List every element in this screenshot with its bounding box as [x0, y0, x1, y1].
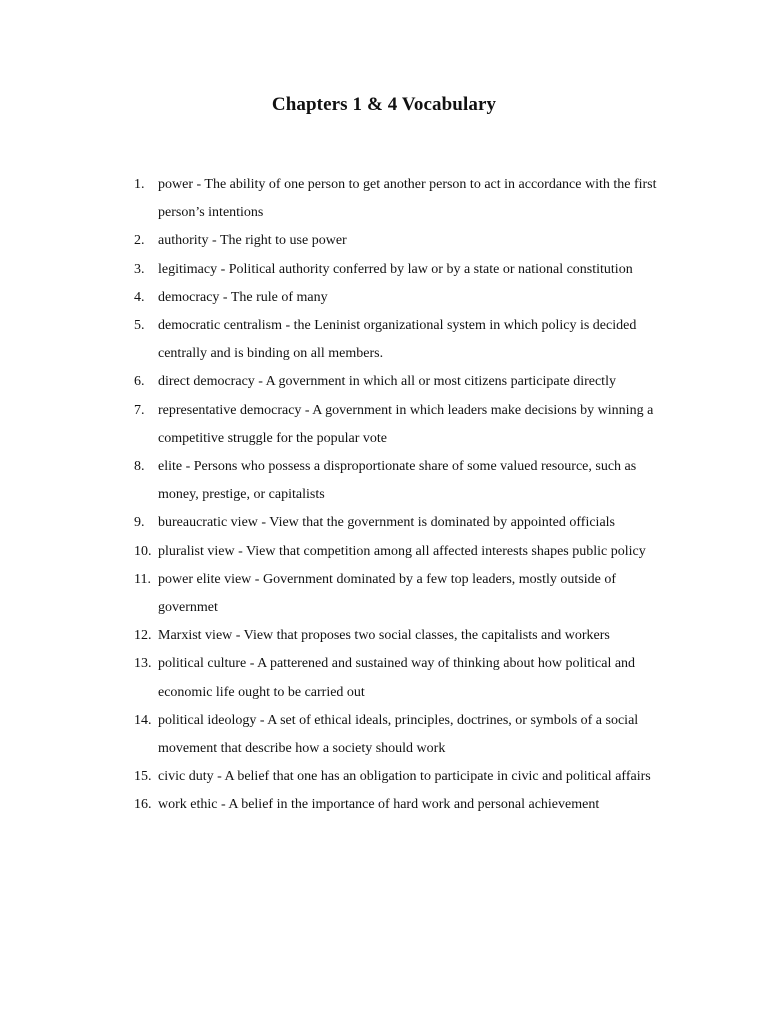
- list-item: [127, 397, 667, 453]
- list-item: [127, 453, 667, 509]
- item-number: 5.: [134, 318, 145, 334]
- item-text: elite - Persons who possess a disproportionate share of some valued resource, such as money, prestige, or capitalists: [158, 459, 637, 503]
- list-item: [127, 227, 667, 255]
- item-number: 10.: [134, 543, 152, 559]
- list-item: [127, 791, 667, 819]
- item-text: pluralist view - View that competition among all affected interests shapes public policy: [158, 543, 646, 559]
- item-number: 16.: [134, 797, 152, 813]
- list-item: [127, 284, 667, 312]
- item-number: 6.: [134, 374, 145, 390]
- list-item: [127, 566, 667, 622]
- item-text: civic duty - A belief that one has an obligation to participate in civic and political affairs: [158, 769, 651, 785]
- item-text: Marxist view - View that proposes two social classes, the capitalists and workers: [158, 628, 610, 644]
- list-item: [127, 707, 667, 763]
- item-number: 1.: [134, 177, 145, 192]
- item-number: 2.: [134, 233, 145, 249]
- item-number: 15.: [134, 769, 152, 785]
- item-text: political culture - A patterened and sustained way of thinking about how political and economic life ought to be carried out: [158, 656, 636, 700]
- list-item: [127, 763, 667, 791]
- item-number: 7.: [134, 402, 145, 418]
- vocabulary-list: [127, 171, 667, 820]
- item-number: 3.: [134, 261, 145, 277]
- item-text: democratic centralism - the Leninist organizational system in which policy is decided centrally and is binding on all members.: [158, 318, 637, 362]
- item-text: bureaucratic view - View that the government is dominated by appointed officials: [158, 515, 616, 531]
- item-number: 9.: [134, 515, 145, 531]
- list-item: [127, 368, 667, 396]
- item-number: 4.: [134, 289, 145, 305]
- page-title: Chapters 1 & 4 Vocabulary: [271, 94, 497, 115]
- item-number: 12.: [134, 628, 152, 644]
- list-item: [127, 171, 667, 227]
- item-text: direct democracy - A government in which all or most citizens participate directly: [158, 374, 616, 390]
- item-number: 11.: [134, 571, 151, 587]
- item-number: 14.: [134, 712, 152, 728]
- item-text: power elite view - Government dominated by a few top leaders, mostly outside of governmet: [158, 571, 616, 616]
- item-number: 8.: [134, 459, 145, 475]
- item-text: political ideology - A set of ethical ideals, principles, doctrines, or symbols of a social movement that describe how a society should work: [158, 712, 639, 757]
- item-text: authority - The right to use power: [158, 233, 347, 249]
- list-item: [127, 650, 667, 706]
- list-item: [127, 509, 667, 537]
- list-item: [127, 256, 667, 284]
- item-text: legitimacy - Political authority conferred by law or by a state or national constitution: [158, 261, 633, 277]
- item-text: power - The ability of one person to get another person to act in accordance with the first person’s intentions: [158, 177, 657, 221]
- item-text: representative democracy - A government in which leaders make decisions by winning a competitive struggle for the popular vote: [158, 402, 654, 446]
- list-item: [127, 622, 667, 650]
- item-text: democracy - The rule of many: [158, 289, 328, 305]
- item-number: 13.: [134, 656, 152, 672]
- item-text: work ethic - A belief in the importance of hard work and personal achievement: [158, 797, 600, 813]
- list-item: [127, 538, 667, 566]
- list-item: [127, 312, 667, 368]
